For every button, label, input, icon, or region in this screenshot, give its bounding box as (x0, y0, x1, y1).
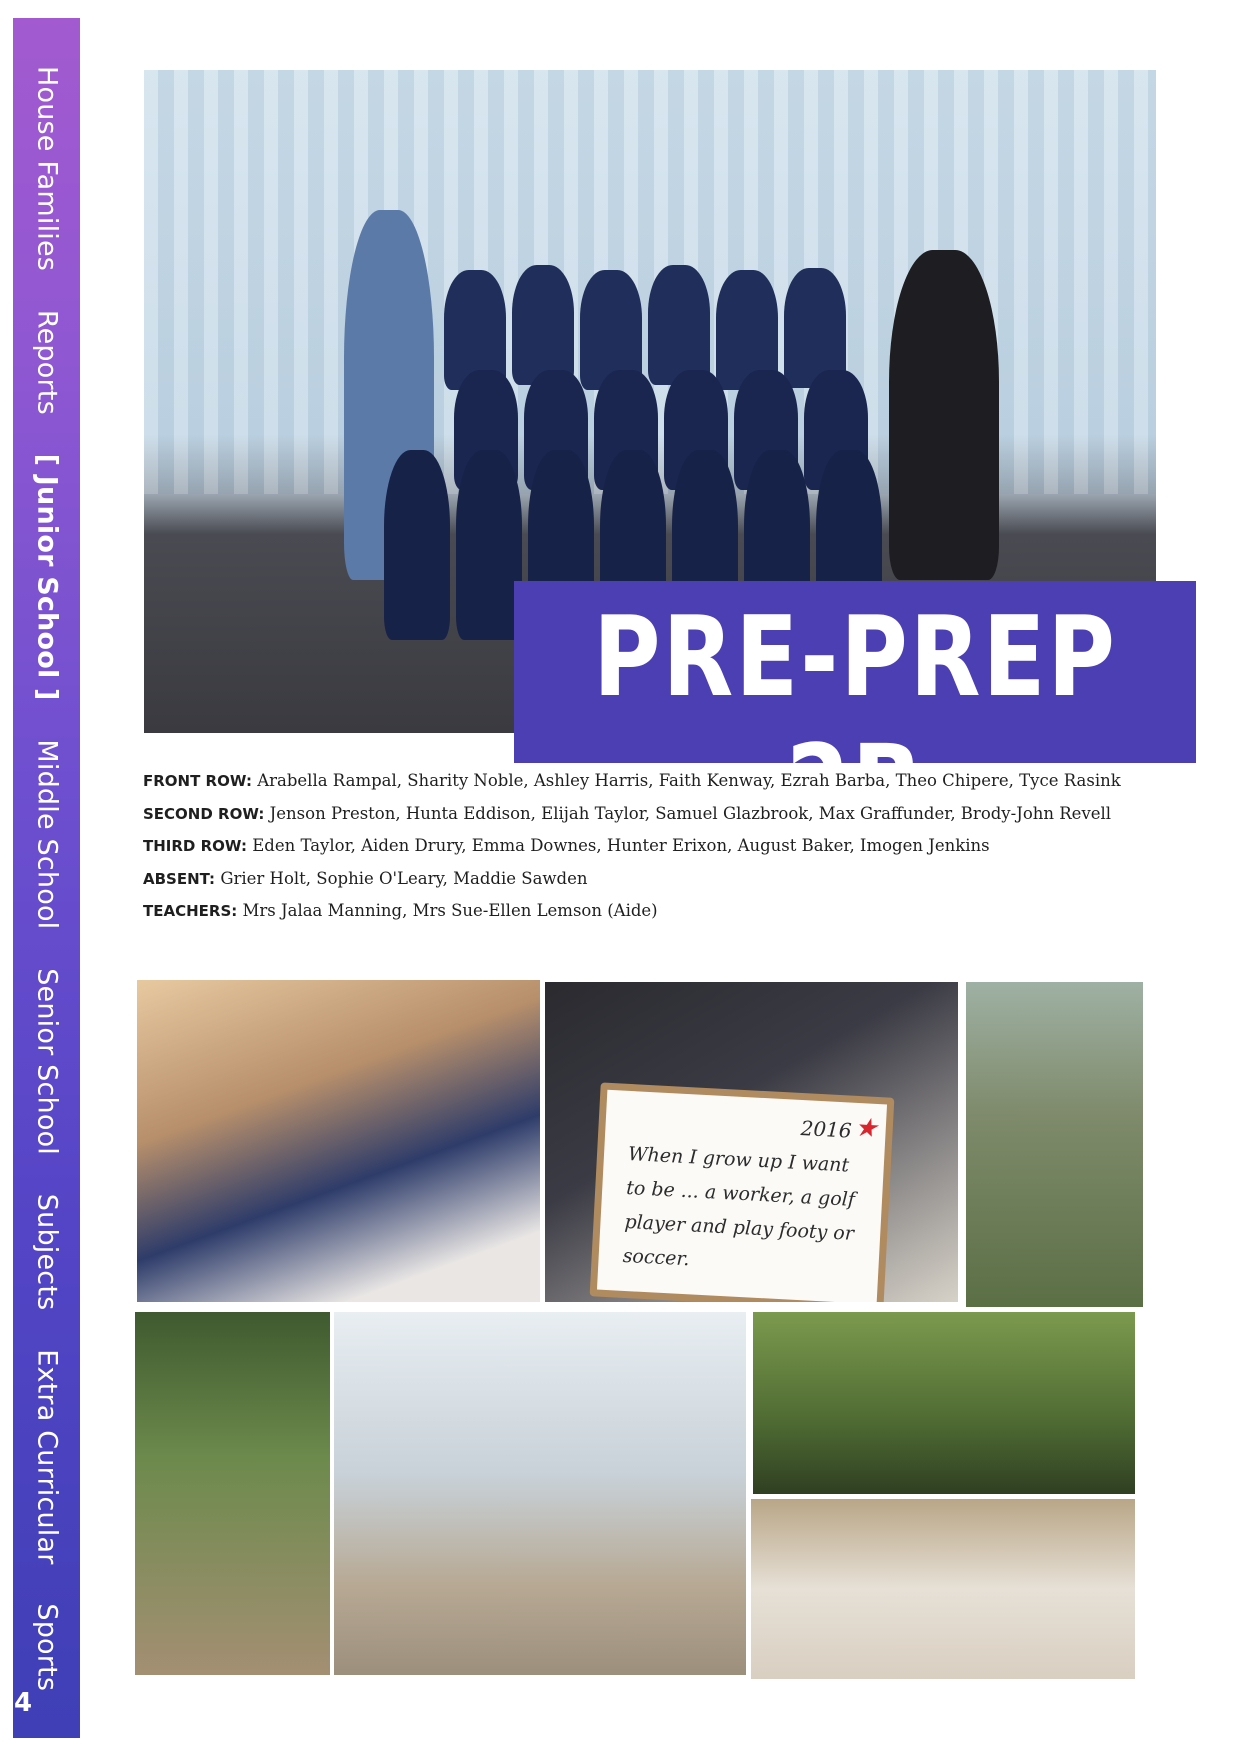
nav-item-senior-school[interactable]: Senior School (31, 968, 62, 1155)
caption-label: ABSENT: (143, 869, 216, 888)
photo-friends-on-rock (334, 1312, 746, 1675)
page-number: 4 (14, 1688, 33, 1718)
nav-item-reports[interactable]: Reports (31, 309, 62, 415)
caption-names: Grier Holt, Sophie O'Leary, Maddie Sawden (220, 868, 588, 888)
photo-worker-visit (966, 982, 1143, 1307)
student-figure (648, 265, 710, 385)
caption-row-teachers (143, 901, 1143, 934)
caption-row-second (143, 804, 1143, 837)
nav-item-house-families[interactable]: House Families (31, 66, 62, 272)
photo-costume (135, 1312, 330, 1675)
caption-label: THIRD ROW: (143, 837, 247, 855)
nav-item-extra-curricular[interactable]: Extra Curricular (31, 1349, 62, 1565)
whiteboard-line: player and play footy or (623, 1210, 855, 1245)
class-captions (143, 771, 1143, 934)
student-figure (456, 450, 522, 640)
photo-when-i-grow-up (545, 982, 958, 1302)
whiteboard (590, 1082, 895, 1302)
nav-item-junior-school[interactable]: [ Junior School ] (31, 453, 62, 701)
caption-names: Mrs Jalaa Manning, Mrs Sue-Ellen Lemson (Aide) (242, 901, 658, 920)
whiteboard-line: When I grow up I want (627, 1142, 850, 1177)
caption-row-absent (143, 869, 1143, 902)
star-icon: ★ (853, 1112, 879, 1144)
caption-label: TEACHERS: (143, 902, 238, 920)
caption-row-front (143, 771, 1143, 804)
caption-names: Jenson Preston, Hunta Eddison, Elijah Taylor, Samuel Glazbrook, Max Graffunder, Brody-John Revell (269, 803, 1112, 823)
whiteboard-line: soccer. (622, 1244, 691, 1271)
photo-craft-table (751, 1499, 1135, 1679)
nav-item-subjects[interactable]: Subjects (31, 1193, 62, 1311)
caption-names: Eden Taylor, Aiden Drury, Emma Downes, Hunter Erixon, August Baker, Imogen Jenkins (252, 836, 990, 855)
student-figure (512, 265, 574, 385)
caption-row-third (143, 836, 1143, 869)
class-title: PRE-PREP 2B (593, 593, 1117, 850)
whiteboard-year: 2016 (800, 1115, 853, 1143)
caption-label: SECOND ROW: (143, 804, 265, 823)
nav-item-sports[interactable]: Sports (31, 1603, 62, 1692)
caption-label: FRONT ROW: (143, 772, 252, 790)
photo-art-activity (137, 980, 540, 1302)
whiteboard-line: to be ... a worker, a golf (625, 1176, 856, 1211)
teacher-figure (889, 250, 999, 580)
photo-garden (753, 1312, 1135, 1494)
section-nav (13, 18, 80, 1692)
student-figure (384, 450, 450, 640)
caption-names: Arabella Rampal, Sharity Noble, Ashley Harris, Faith Kenway, Ezrah Barba, Theo Chipere, Tyce Rasink (257, 771, 1121, 790)
nav-item-middle-school[interactable]: Middle School (31, 739, 62, 930)
section-nav-labels (31, 66, 62, 1721)
